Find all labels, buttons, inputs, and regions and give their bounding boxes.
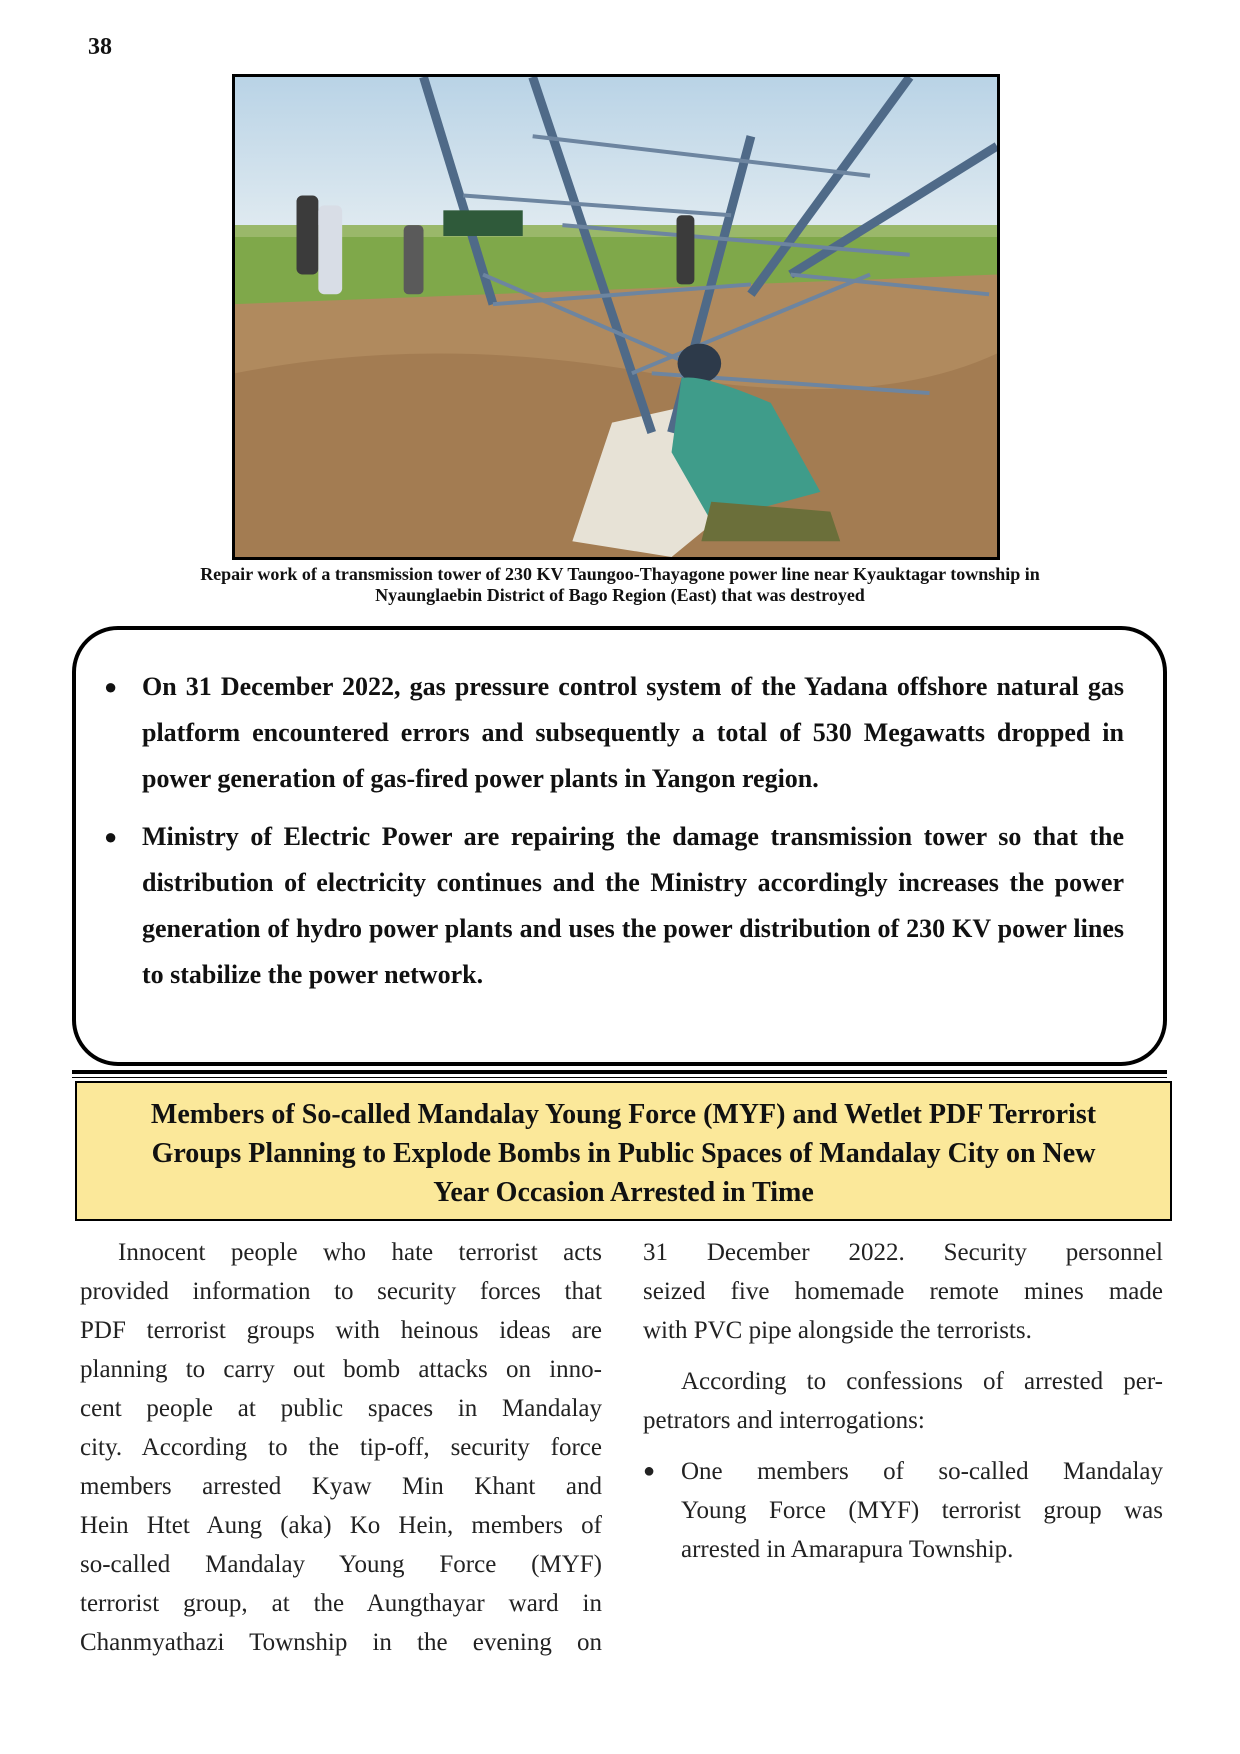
body-line: members arrested Kyaw Min Khant and xyxy=(80,1473,602,1500)
photo-caption xyxy=(110,564,1130,606)
headline-line: Groups Planning to Explode Bombs in Public Spaces of Mandalay City on New xyxy=(151,1138,1096,1169)
article-right-column xyxy=(643,1233,1163,1569)
section-divider-thin xyxy=(72,1077,1167,1078)
body-bullet-item xyxy=(643,1452,1163,1569)
body-line: planning to carry out bomb attacks on inno- xyxy=(80,1356,602,1383)
article-left-column xyxy=(80,1233,602,1662)
body-line: terrorist group, at the Aungthayar ward in xyxy=(80,1590,602,1617)
article-headline xyxy=(75,1081,1172,1221)
body-line: cent people at public spaces in Mandalay xyxy=(80,1395,602,1422)
body-line: One members of so-called Mandalay xyxy=(681,1458,1163,1485)
body-line: with PVC pipe alongside the terrorists. xyxy=(643,1317,1032,1344)
headline-line: Members of So-called Mandalay Young Force (MYF) and Wetlet PDF Terrorist xyxy=(150,1099,1097,1130)
body-line: 31 December 2022. Security personnel xyxy=(643,1239,1163,1266)
page-number: 38 xyxy=(88,34,112,60)
body-line: Hein Htet Aung (aka) Ko Hein, members of xyxy=(80,1512,602,1539)
info-bullet-text: Ministry of Electric Power are repairing the damage transmission tower so that the distribution of electricity continues and the Ministry accordingly increases the power generation of hydro power plants and uses the power distribution of 230 KV power lines to stabilize the power network. xyxy=(142,822,1124,989)
info-bullet-text: On 31 December 2022, gas pressure control system of the Yadana offshore natural gas platform encountered errors and subsequently a total of 530 Megawatts dropped in power generation of gas-fired power plants in Yangon region. xyxy=(142,672,1124,793)
transmission-tower-photo xyxy=(232,74,1000,560)
caption-line: Repair work of a transmission tower of 230 KV Taungoo-Thayagone power line near Kyauktagar township in xyxy=(200,564,1040,584)
bullet-dot-icon: ● xyxy=(104,674,118,699)
headline-line: Year Occasion Arrested in Time xyxy=(433,1177,814,1208)
body-line: Chanmyathazi Township in the evening on xyxy=(80,1629,602,1656)
info-bullet-item xyxy=(104,814,1124,998)
photo-illustration xyxy=(235,77,997,557)
info-box xyxy=(72,626,1167,1066)
body-line: provided information to security forces that xyxy=(80,1278,602,1305)
caption-line: Nyaunglaebin District of Bago Region (East) that was destroyed xyxy=(375,585,865,605)
body-line: PDF terrorist groups with heinous ideas are xyxy=(80,1317,602,1344)
body-line: so-called Mandalay Young Force (MYF) xyxy=(80,1551,602,1578)
body-line: arrested in Amarapura Township. xyxy=(681,1536,1014,1563)
body-line: According to confessions of arrested per- xyxy=(681,1368,1163,1395)
body-line: Young Force (MYF) terrorist group was xyxy=(681,1497,1163,1524)
info-bullet-list xyxy=(104,664,1124,1010)
section-divider xyxy=(72,1070,1167,1074)
info-bullet-item xyxy=(104,664,1124,802)
body-line: petrators and interrogations: xyxy=(643,1407,925,1434)
bullet-dot-icon: ● xyxy=(643,1460,656,1482)
body-line: city. According to the tip-off, security force xyxy=(80,1434,602,1461)
body-line: seized five homemade remote mines made xyxy=(643,1278,1163,1305)
bullet-dot-icon: ● xyxy=(104,824,118,849)
body-line: Innocent people who hate terrorist acts xyxy=(118,1239,602,1266)
